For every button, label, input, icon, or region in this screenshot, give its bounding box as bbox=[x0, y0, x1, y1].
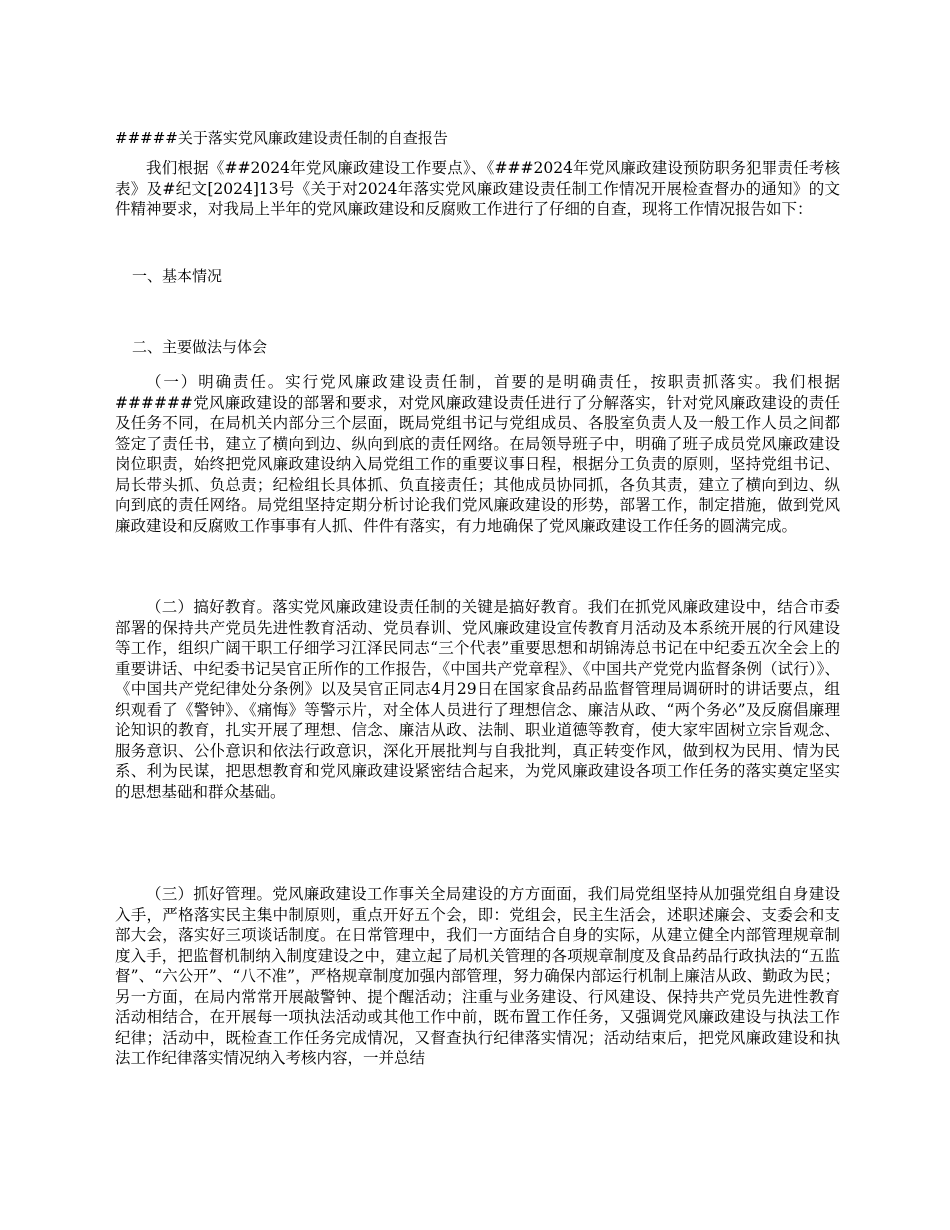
paragraph-education: （二）搞好教育。落实党风廉政建设责任制的关键是搞好教育。我们在抓党风廉政建设中，结合市委部署的保持共产党员先进性教育活动、党员春训、党风廉政建设宣传教育月活动及本系统开展的行风建设等工作，组织广阔干职工仔细学习江泽民同志“三个代表”重要思想和胡锦涛总书记在中纪委五次全会上的重要讲话、中纪委书记吴官正所作的工作报告，《中国共产党章程》、《中国共产党党内监督条例（试行）》、《中国共产党纪律处分条例》以及吴官正同志4月29日在国家食品药品监督管理局调研时的讲话要点，组织观看了《警钟》、《痛悔》等警示片，对全体人员进行了理想信念、廉洁从政、“两个务必”及反腐倡廉理论知识的教育，扎实开展了理想、信念、廉洁从政、法制、职业道德等教育，使大家牢固树立宗旨观念、服务意识、公仆意识和依法行政意识，深化开展批判与自我批判，真正转变作风，做到权为民用、情为民系、利为民谋，把思想教育和党风廉政建设紧密结合起来，为党风廉政建设各项工作任务的落实奠定坚实的思想基础和群众基础。 bbox=[115, 598, 840, 801]
paragraph-clarify-responsibility: （一）明确责任。实行党风廉政建设责任制，首要的是明确责任，按职责抓落实。我们根据######党风廉政建设的部署和要求，对党风廉政建设责任进行了分解落实，针对党风廉政建设的责任及任务不同，在局机关内部分三个层面，既局党组书记与党组成员、各股室负责人及一般工作人员之间都签定了责任书，建立了横向到边、纵向到底的责任网络。在局领导班子中，明确了班子成员党风廉政建设岗位职责，始终把党风廉政建设纳入局党组工作的重要议事日程，根据分工负责的原则，坚持党组书记、局长带头抓、负总责；纪检组长具体抓、负直接责任；其他成员协同抓，各负其责，建立了横向到边、纵向到底的责任网络。局党组坚持定期分析讨论我们党风廉政建设的形势，部署工作，制定措施，做到党风廉政建设和反腐败工作事事有人抓、件件有落实，有力地确保了党风廉政建设工作任务的圆满完成。 bbox=[115, 373, 840, 535]
section-heading-main-practices: 二、主要做法与体会 bbox=[132, 338, 268, 356]
section-heading-basic-situation: 一、基本情况 bbox=[132, 267, 223, 285]
paragraph-management: （三）抓好管理。党风廉政建设工作事关全局建设的方方面面，我们局党组坚持从加强党组自身建设入手，严格落实民主集中制原则，重点开好五个会，即：党组会，民主生活会，述职述廉会、支委会和支部大会，落实好三项谈话制度。在日常管理中，我们一方面结合自身的实际，从建立健全内部管理规章制度入手，把监督机制纳入制度建设之中，建立起了局机关管理的各项规章制度及食品药品行政执法的“五监督”、“六公开”、“八不准”，严格规章制度加强内部管理，努力确保内部运行机制上廉洁从政、勤政为民；另一方面，在局内常常开展敲警钟、提个醒活动；注重与业务建设、行风建设、保持共产党员先进性教育活动相结合，在开展每一项执法活动或其他工作中前，既布置工作任务，又强调党风廉政建设与执法工作纪律；活动中，既检查工作任务完成情况，又督查执行纪律落实情况；活动结束后，把党风廉政建设和执法工作纪律落实情况纳入考核内容，一并总结 bbox=[115, 885, 840, 1067]
intro-paragraph: 我们根据《##2024年党风廉政建设工作要点》、《###2024年党风廉政建设预防职务犯罪责任考核表》及#纪文[2024]13号《关于对2024年落实党风廉政建设责任制工作情况开展检查督办的通知》的文件精神要求，对我局上半年的党风廉政建设和反腐败工作进行了仔细的自查，现将工作情况报告如下： bbox=[115, 159, 840, 218]
document-title: #####关于落实党风廉政建设责任制的自查报告 bbox=[115, 129, 448, 147]
